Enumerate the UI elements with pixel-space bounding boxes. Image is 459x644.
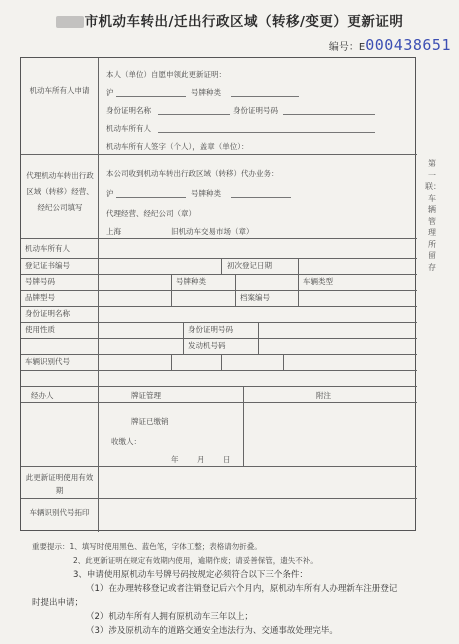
copy-note: 第一联：车辆管理所留存: [425, 159, 441, 272]
validity-label: 此更新证明使用有效期: [25, 473, 94, 495]
field-vehicle-type-label: 车辆类型: [303, 277, 333, 286]
recovered-text: 牌证已缴销: [131, 417, 169, 426]
field-owner-label: 机动车所有人: [25, 244, 70, 253]
field-id-number-label: 身份证明号码: [188, 325, 233, 334]
field-first-reg-date-label: 初次登记日期: [227, 261, 272, 270]
redacted-text-mark: [56, 16, 84, 28]
field-file-no-label: 档案编号: [240, 293, 270, 302]
note-3c: （3）涉及原机动车的道路交通安全违法行为、交通事故处理完毕。: [86, 626, 338, 636]
owner-section-label: 机动车所有人申请: [29, 86, 90, 95]
receiver-label: 收缴人：: [111, 437, 141, 446]
plate-mgmt-label: 牌证管理: [131, 391, 161, 400]
page-title: 市机动车转出/迁出行政区域（转移/变更）更新证明: [0, 10, 459, 30]
note-3a-cont: 时提出申请；: [32, 598, 84, 608]
field-plate-no-label: 号牌号码: [25, 277, 55, 286]
handler-label: 经办人: [31, 391, 54, 400]
field-id-name-label: 身份证明名称: [25, 309, 70, 318]
form-table: [20, 57, 416, 531]
notes-label: 附注: [316, 391, 331, 400]
field-reg-cert-label: 登记证书编号: [25, 261, 70, 270]
date-day: 日: [223, 455, 231, 464]
agent-plate-type-label: 号牌种类: [191, 189, 221, 198]
date-month: 月: [197, 455, 205, 464]
note-3a: （1）在办理转移登记或者注销登记后六个月内，原机动车所有人办理新车注册登记: [86, 584, 398, 594]
field-engine-no-label: 发动机号码: [188, 341, 226, 350]
agent-section-label: 代理机动车转出行政区域（转移）经营、经纪公司填写: [26, 171, 94, 212]
owner-consent-text: 本人（单位）自愿申领此更新证明：: [106, 70, 226, 79]
notes-heading: 重要提示：: [32, 542, 70, 551]
field-usage-label: 使用性质: [25, 325, 55, 334]
note-3b: （2）机动车所有人拥有原机动车三年以上；: [86, 612, 253, 622]
agent-plate-prefix: 沪: [106, 189, 114, 198]
owner-signature-label: 机动车所有人签字（个人），盖章（单位）：: [106, 142, 249, 151]
owner-id-name-label: 身份证明名称: [106, 106, 151, 115]
owner-plate-prefix: 沪: [106, 88, 114, 97]
agent-city: 上海: [106, 227, 121, 236]
date-year: 年: [171, 455, 179, 464]
notes-block: [32, 540, 397, 638]
owner-name-label: 机动车所有人: [106, 124, 151, 133]
field-brand-model-label: 品牌型号: [25, 293, 55, 302]
note-2: 2、此更新证明在规定有效期内使用，逾期作废；请妥善保管，遗失不补。: [73, 556, 318, 565]
field-vin-label: 车辆识别代号: [25, 357, 70, 366]
owner-id-number-label: 身份证明号码: [233, 106, 278, 115]
serial-number: 编号：E000438651: [328, 36, 451, 54]
vin-rubbing-label: 车辆识别代号拓印: [29, 508, 90, 517]
agent-company-label: 代理经营、经纪公司（章）: [106, 209, 196, 218]
note-1: 1、填写时使用黑色、蓝色笔，字体工整；表格请勿折叠。: [69, 542, 262, 551]
agent-market-label: 旧机动车交易市场（章）: [171, 227, 254, 236]
note-3: 3、申请使用原机动车号牌号码按规定必须符合以下三个条件：: [73, 570, 308, 580]
agent-business-text: 本公司收到机动车转出行政区域（转移）代办业务：: [106, 169, 279, 178]
field-plate-type-label: 号牌种类: [176, 277, 206, 286]
owner-plate-type-label: 号牌种类: [191, 88, 221, 97]
